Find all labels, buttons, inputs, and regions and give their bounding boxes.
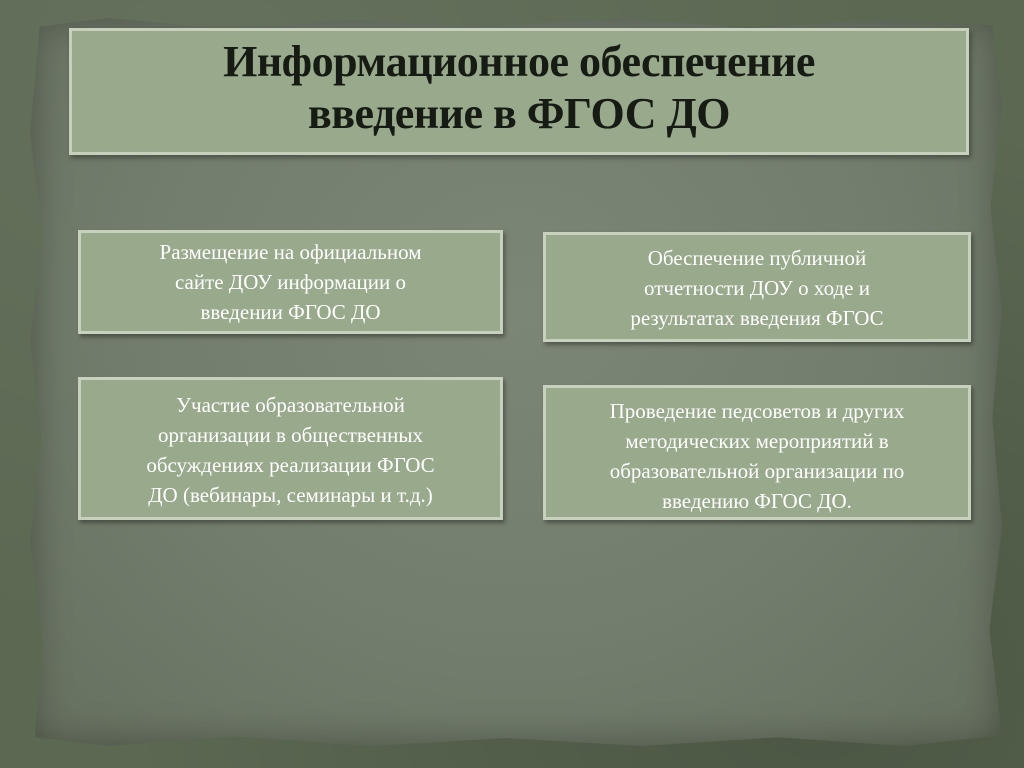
card-public-discussions: Участие образовательной организации в общественных обсуждениях реализации ФГОС ДО (вебинары, семинары и т.д.) bbox=[78, 377, 503, 520]
title-box bbox=[69, 28, 969, 155]
card-public-reporting: Обеспечение публичной отчетности ДОУ о ходе и результатах введения ФГОС bbox=[543, 232, 971, 342]
slide-title: Информационное обеспечение введение в ФГОС ДО bbox=[223, 36, 815, 138]
card-site-information: Размещение на официальном сайте ДОУ информации о введении ФГОС ДО bbox=[78, 230, 503, 334]
card-methodological-events: Проведение педсоветов и других методических мероприятий в образовательной организации по введению ФГОС ДО. bbox=[543, 385, 971, 520]
